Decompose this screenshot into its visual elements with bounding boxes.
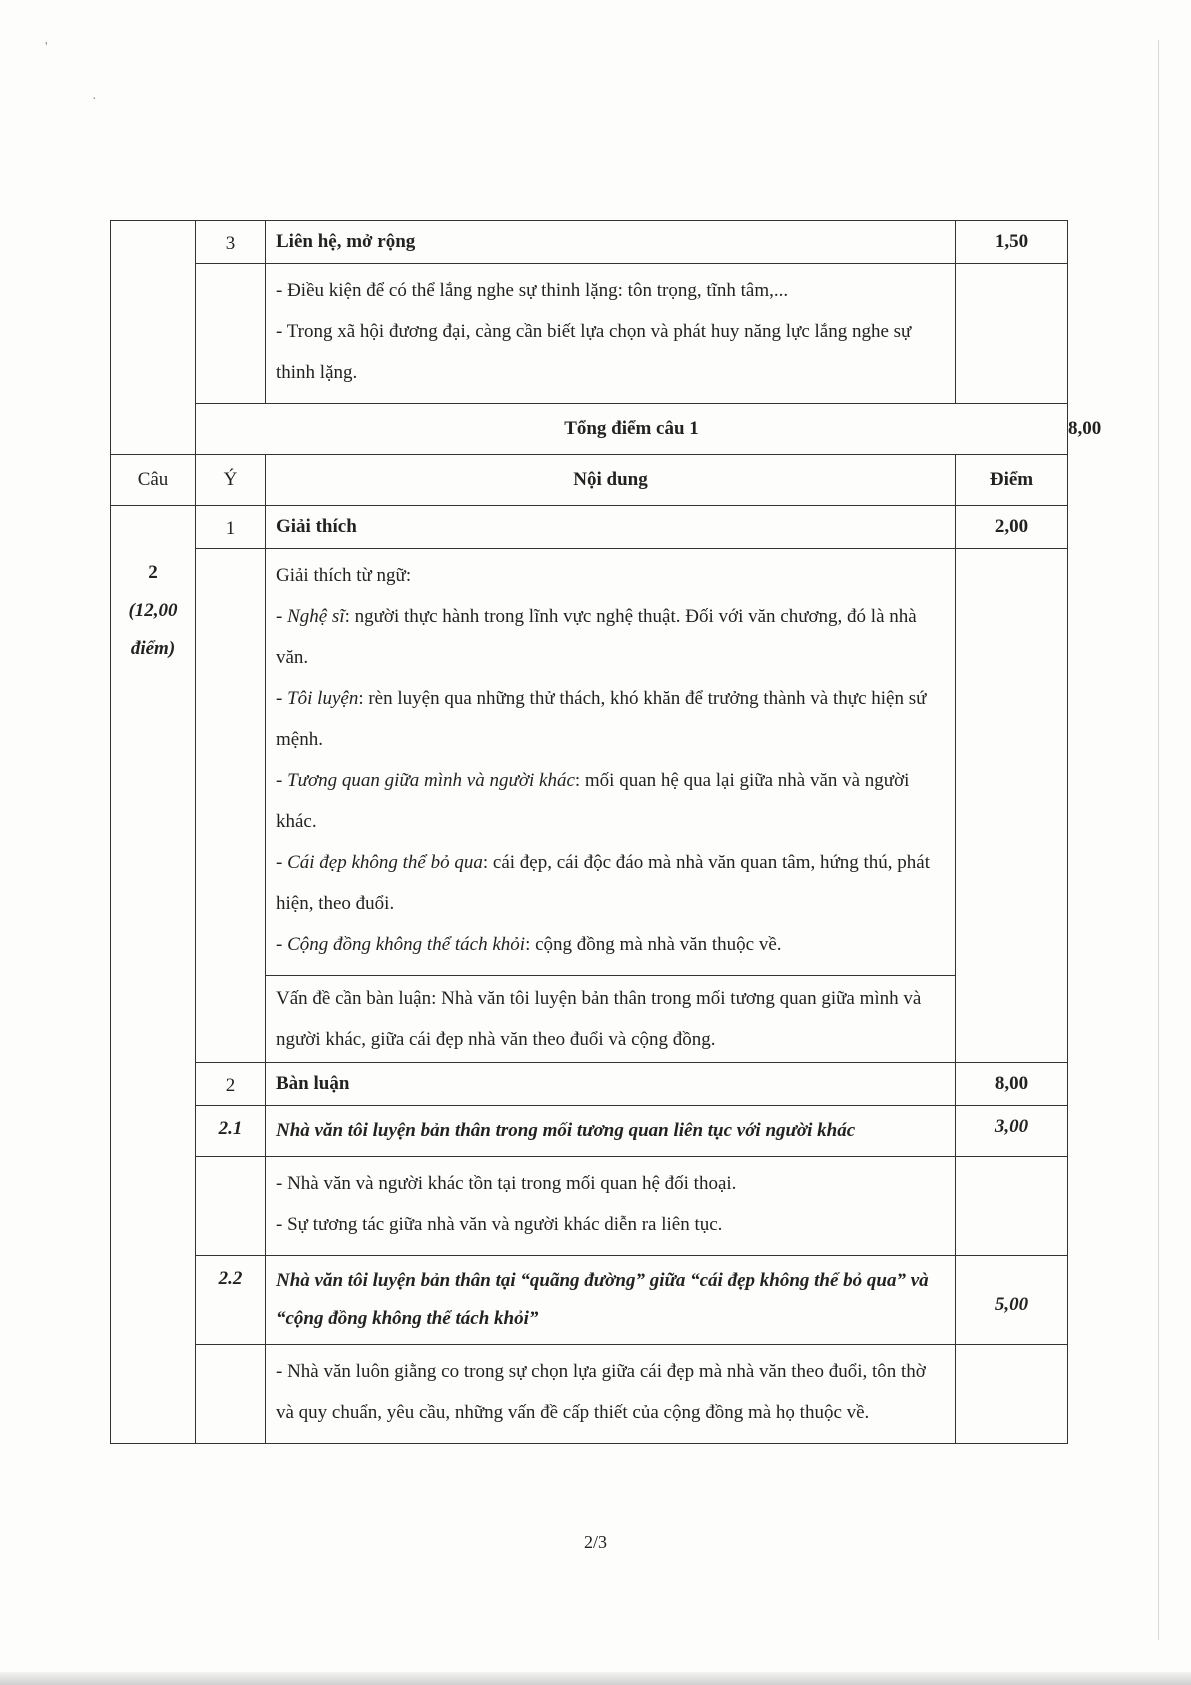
y-cell-empty bbox=[196, 264, 266, 404]
term: Cái đẹp không thể bỏ qua bbox=[287, 852, 483, 873]
term-line: - Nghệ sĩ: người thực hành trong lĩnh vực nghệ thuật. Đối với văn chương, đó là nhà văn. bbox=[276, 606, 917, 668]
section-heading: Giải thích bbox=[266, 506, 956, 549]
y-cell-empty bbox=[196, 549, 266, 1063]
header-row bbox=[111, 455, 1068, 506]
y-cell: 2 bbox=[196, 1063, 266, 1106]
table-row bbox=[111, 1063, 1068, 1106]
term-line: - Cái đẹp không thể bỏ qua: cái đẹp, cái độc đáo mà nhà văn quan tâm, hứng thú, phát hiện, theo đuổi. bbox=[276, 852, 931, 914]
term-line: - Tương quan giữa mình và người khác: mối quan hệ qua lại giữa nhà văn và người khác. bbox=[276, 770, 910, 832]
score-cell: 8,00 bbox=[956, 1063, 1068, 1106]
content-line: - Nhà văn luôn giằng co trong sự chọn lựa giữa cái đẹp mà nhà văn theo đuổi, tôn thờ và quy chuẩn, yêu cầu, những vấn đề cấp thiết của cộng đồng mà họ thuộc về. bbox=[276, 1361, 926, 1423]
section-heading: Nhà văn tôi luyện bản thân trong mối tương quan liên tục với người khác bbox=[266, 1106, 956, 1157]
term-def: : cái đẹp, cái độc đáo mà nhà văn quan tâm, hứng thú, phát hiện, theo đuổi. bbox=[276, 852, 931, 914]
table-row bbox=[111, 1256, 1068, 1345]
table-row bbox=[111, 264, 1068, 404]
score-cell-empty bbox=[956, 1157, 1068, 1256]
cau-number: 2 bbox=[148, 562, 158, 583]
table-row bbox=[111, 221, 1068, 264]
score-cell-empty bbox=[956, 549, 1068, 1063]
content-cell bbox=[266, 264, 956, 404]
header-cau: Câu bbox=[111, 455, 196, 506]
header-diem: Điểm bbox=[956, 455, 1068, 506]
table-row bbox=[111, 549, 1068, 976]
content-line: Giải thích từ ngữ: bbox=[276, 565, 412, 586]
content-line: - Nhà văn và người khác tồn tại trong mối quan hệ đối thoại. bbox=[276, 1173, 737, 1194]
content-cell bbox=[266, 1345, 956, 1444]
term-line: - Cộng đồng không thể tách khỏi: cộng đồng mà nhà văn thuộc về. bbox=[276, 934, 782, 955]
term-line: - Tôi luyện: rèn luyện qua những thử thách, khó khăn để trưởng thành và thực hiện sứ mệnh. bbox=[276, 688, 927, 750]
content-line: - Điều kiện để có thể lắng nghe sự thinh lặng: tôn trọng, tĩnh tâm,... bbox=[276, 280, 789, 301]
page-number: 2/3 bbox=[583, 1532, 607, 1552]
score-cell: 5,00 bbox=[956, 1256, 1068, 1345]
term: Tôi luyện bbox=[287, 688, 359, 709]
content-line: - Sự tương tác giữa nhà văn và người khác diễn ra liên tục. bbox=[276, 1214, 723, 1235]
issue-cell: Vấn đề cần bàn luận: Nhà văn tôi luyện bản thân trong mối tương quan giữa mình và người khác, giữa cái đẹp nhà văn theo đuổi và cộng đồng. bbox=[266, 976, 956, 1063]
cau-points-unit: điểm) bbox=[130, 638, 176, 659]
content-line: - Trong xã hội đương đại, càng cần biết lựa chọn và phát huy năng lực lắng nghe sự thinh lặng. bbox=[276, 321, 912, 383]
table-row bbox=[111, 1157, 1068, 1256]
score-cell: 1,50 bbox=[956, 221, 1068, 264]
cau-number-cell bbox=[111, 506, 196, 1444]
scan-speck: · bbox=[92, 92, 97, 107]
term: Cộng đồng không thể tách khỏi bbox=[287, 934, 526, 955]
scan-edge bbox=[1158, 40, 1159, 1640]
content-cell bbox=[266, 1157, 956, 1256]
term-def: : mối quan hệ qua lại giữa nhà văn và người khác. bbox=[276, 770, 910, 832]
score-cell-empty bbox=[956, 1345, 1068, 1444]
y-cell-empty bbox=[196, 1157, 266, 1256]
score-cell: 3,00 bbox=[956, 1106, 1068, 1157]
table-row bbox=[111, 1345, 1068, 1444]
cau-cell-empty bbox=[111, 221, 196, 455]
section-heading: Nhà văn tôi luyện bản thân tại “quãng đường” giữa “cái đẹp không thể bỏ qua” và “cộng đồng không thể tách khỏi” bbox=[266, 1256, 956, 1345]
table-row bbox=[111, 506, 1068, 549]
score-cell-empty bbox=[956, 264, 1068, 404]
y-cell-empty bbox=[196, 1345, 266, 1444]
term: Nghệ sĩ bbox=[287, 606, 345, 627]
content-cell bbox=[266, 549, 956, 976]
grading-table bbox=[110, 220, 1102, 1444]
total-label: Tổng điểm câu 1 bbox=[196, 404, 1068, 455]
header-noi-dung: Nội dung bbox=[266, 455, 956, 506]
term-def: : rèn luyện qua những thử thách, khó khăn để trưởng thành và thực hiện sứ mệnh. bbox=[276, 688, 927, 750]
y-cell: 3 bbox=[196, 221, 266, 264]
section-heading: Bàn luận bbox=[266, 1063, 956, 1106]
term-def: : cộng đồng mà nhà văn thuộc về. bbox=[525, 934, 782, 955]
header-y: Ý bbox=[196, 455, 266, 506]
score-cell: 2,00 bbox=[956, 506, 1068, 549]
y-cell: 2.2 bbox=[196, 1256, 266, 1345]
y-cell: 1 bbox=[196, 506, 266, 549]
scan-edge bbox=[0, 1672, 1191, 1685]
y-cell: 2.1 bbox=[196, 1106, 266, 1157]
section-heading: Liên hệ, mở rộng bbox=[266, 221, 956, 264]
total-row: Tổng điểm câu 1 8,00 bbox=[111, 404, 1068, 455]
scan-speck: ' bbox=[45, 40, 48, 55]
term-def: : người thực hành trong lĩnh vực nghệ thuật. Đối với văn chương, đó là nhà văn. bbox=[276, 606, 917, 668]
term: Tương quan giữa mình và người khác bbox=[287, 770, 575, 791]
cau-points: (12,00 bbox=[128, 600, 178, 621]
table-row bbox=[111, 1106, 1068, 1157]
